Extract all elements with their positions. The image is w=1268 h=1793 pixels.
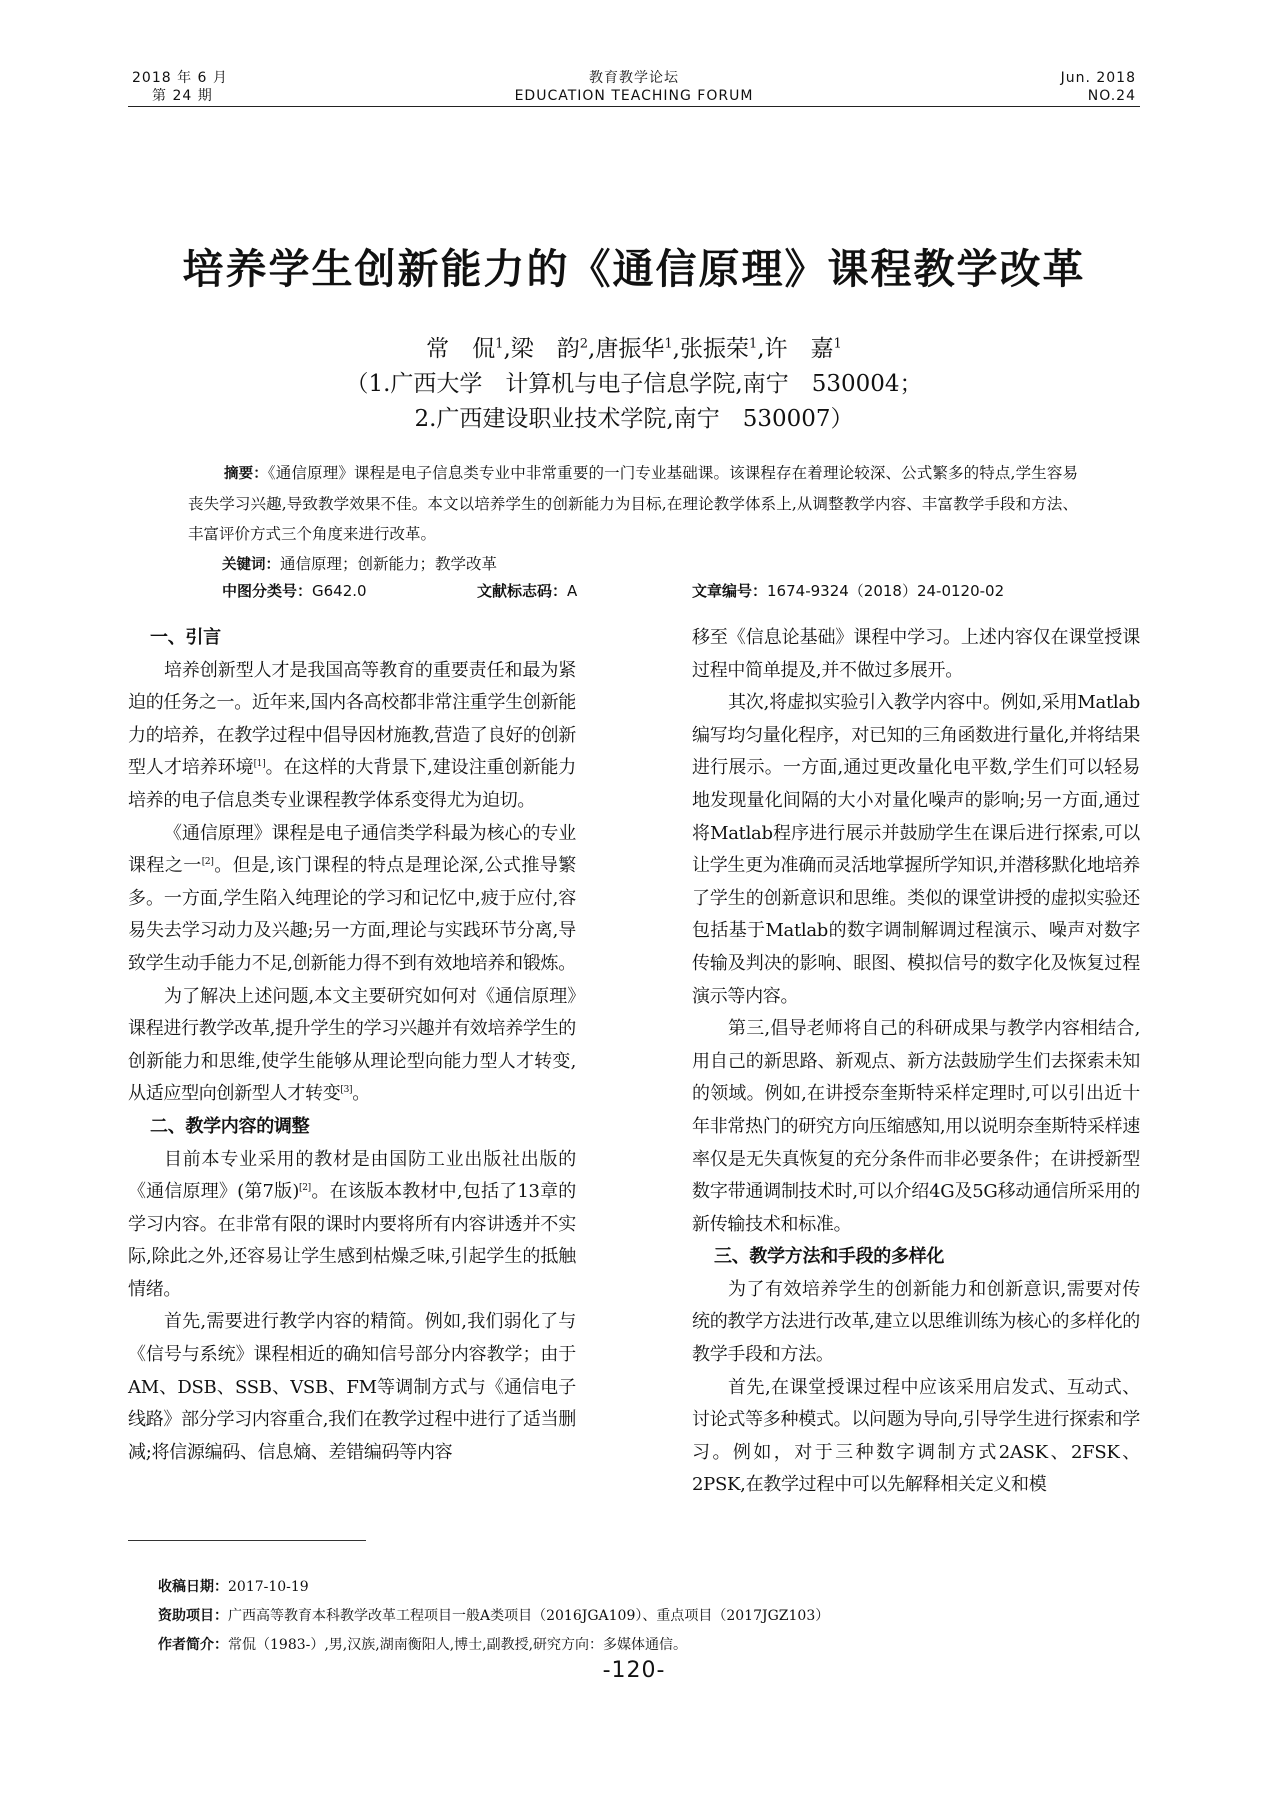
- author-name: 梁 韵: [510, 336, 580, 362]
- citation-mark: [3]: [340, 1085, 353, 1096]
- paper-title: 培养学生创新能力的《通信原理》课程教学改革: [182, 245, 1086, 293]
- paragraph: 首先,在课堂授课过程中应该采用启发式、互动式、讨论式等多种模式。以问题为导向,引导学生进行探索和学习。例如，对于三种数字调制方式2ASK、2FSK、2PSK,在教学过程中可以先解释相关定义和模: [692, 1376, 1140, 1496]
- author-name: 唐振华: [595, 336, 665, 362]
- section-heading-methods: 三、教学方法和手段的多样化: [714, 1246, 945, 1268]
- clc-label: 中图分类号：: [222, 582, 313, 600]
- journal-name-cn: 教育教学论坛: [589, 70, 679, 86]
- paragraph-text: 培养创新型人才是我国高等教育的重要责任和最为紧迫的任务之一。近年来,国内各高校都非常注重学生创新能力的培养，在教学过程中倡导因材施教,营造了良好的创新型人才培养环境: [128, 659, 576, 779]
- paragraph-text: 为了解决上述问题,本文主要研究如何对《通信原理》课程进行教学改革,提升学生的学习兴趣并有效培养学生的创新能力和思维,使学生能够从理论型向能力型人才转变,从适应型向创新型人才转变: [128, 985, 576, 1105]
- author-affiliation-mark: 1: [495, 336, 504, 352]
- author-affiliation-mark: 1: [664, 336, 673, 352]
- paragraph-text: 《通信原理》课程是电子通信类学科最为核心的专业课程之一: [128, 822, 576, 877]
- author-name: 常 侃: [426, 336, 496, 362]
- article-no-value: 1674-9324（2018）24-0120-02: [767, 582, 1005, 600]
- bio-label: 作者简介：: [158, 1637, 228, 1653]
- paragraph-text: 。在该版本教材中,包括了13章的学习内容。在非常有限的课时内要将所有内容讲透并不实际,除此之外,还容易让学生感到枯燥乏味,引起学生的抵触情绪。: [128, 1181, 576, 1300]
- author-separator: ,: [588, 336, 596, 362]
- right-column: [692, 622, 1140, 1502]
- abstract-label: 摘要：: [224, 466, 268, 482]
- page-number: -120-: [602, 1658, 666, 1683]
- affiliation-line-2: 2.广西建设职业技术学院,南宁 530007）: [414, 406, 854, 432]
- abstract-text: 《通信原理》课程是电子信息类专业中非常重要的一门专业基础课。该课程存在着理论较深、公式繁多的特点,学生容易丧失学习兴趣,导致教学效果不佳。本文以培养学生的创新能力为目标,在理论教学体系上,从调整教学内容、丰富教学手段和方法、丰富评价方式三个角度来进行改革。: [188, 464, 1079, 543]
- paragraph: [128, 818, 576, 981]
- journal-name-en: EDUCATION TEACHING FORUM: [514, 88, 754, 104]
- author-list: [0, 333, 1268, 365]
- paragraph: [128, 1144, 576, 1307]
- paragraph: 第三,倡导老师将自己的科研成果与教学内容相结合,用自己的新思路、新观点、新方法鼓励学生们去探索未知的领域。例如,在讲授奈奎斯特采样定理时,可以引出近十年非常热门的研究方向压缩感知,用以说明奈奎斯特采样速率仅是无失真恢复的充分条件而非必要条件；在讲授新型数字带通调制技术时,可以介绍4G及5G移动通信所采用的新传输技术和标准。: [692, 1018, 1140, 1235]
- header-issue-en: NO.24: [1087, 88, 1136, 104]
- received-date: 2017-10-19: [228, 1579, 309, 1595]
- doc-code-value: A: [567, 582, 578, 600]
- footnotes: [158, 1573, 1138, 1660]
- fund-text: 广西高等教育本科教学改革工程项目一般A类项目（2016JGA109）、重点项目（2017JGZ103）: [228, 1608, 830, 1624]
- article-no-label: 文章编号：: [692, 582, 768, 600]
- paragraph-text: 目前本专业采用的教材是由国防工业出版社出版的《通信原理》(第7版): [128, 1148, 576, 1203]
- paragraph: [128, 655, 576, 818]
- section-heading-intro: 一、引言: [150, 627, 221, 648]
- footnote-rule: [128, 1540, 366, 1541]
- paragraph-text: 。在这样的大背景下,建设注重创新能力培养的电子信息类专业课程教学体系变得尤为迫切。: [128, 757, 576, 811]
- citation-mark: [1]: [253, 759, 266, 770]
- left-column: [128, 622, 576, 1469]
- paragraph-text: 。但是,该门课程的特点是理论深,公式推导繁多。一方面,学生陷入纯理论的学习和记忆中,疲于应付,容易失去学习动力及兴趣;另一方面,理论与实践环节分离,导致学生动手能力不足,创新能力得不到有效地培养和锻炼。: [128, 855, 576, 974]
- header-date-en: Jun. 2018: [1060, 70, 1136, 86]
- author-separator: ,: [757, 336, 765, 362]
- citation-mark: [2]: [299, 1183, 311, 1194]
- paragraph: 为了有效培养学生的创新能力和创新意识,需要对传统的教学方法进行改革,建立以思维训练为核心的多样化的教学手段和方法。: [692, 1278, 1140, 1366]
- paragraph-text: 。: [352, 1083, 370, 1105]
- header-rule: [128, 106, 1140, 107]
- citation-mark: [2]: [201, 857, 214, 868]
- author-name: 许 嘉: [764, 336, 834, 362]
- author-affiliation-mark: 1: [833, 336, 842, 352]
- affiliation-line-1: （1.广西大学 计算机与电子信息学院,南宁 530004；: [345, 371, 923, 397]
- paragraph: 移至《信息论基础》课程中学习。上述内容仅在课堂授课过程中简单提及,并不做过多展开。: [692, 627, 1140, 681]
- header-issue: 第 24 期: [152, 88, 213, 104]
- clc-value: G642.0: [312, 582, 367, 600]
- keywords-label: 关键词：: [222, 557, 280, 573]
- author-separator: ,: [503, 336, 511, 362]
- fund-label: 资助项目：: [158, 1608, 228, 1624]
- paragraph: 首先,需要进行教学内容的精简。例如,我们弱化了与《信号与系统》课程相近的确知信号部分内容教学；由于AM、DSB、SSB、VSB、FM等调制方式与《通信电子线路》部分学习内容重合,我们在教学过程中进行了适当删减;将信源编码、信息熵、差错编码等内容: [128, 1311, 576, 1463]
- received-label: 收稿日期：: [158, 1579, 228, 1595]
- paragraph: [128, 981, 576, 1111]
- author-affiliation-mark: 1: [748, 336, 758, 352]
- keywords-text: 通信原理；创新能力；教学改革: [280, 555, 498, 573]
- bio-text: 常侃（1983-）,男,汉族,湖南衡阳人,博士,副教授,研究方向：多媒体通信。: [228, 1637, 688, 1653]
- paragraph: 其次,将虚拟实验引入教学内容中。例如,采用Matlab编写均匀量化程序，对已知的三角函数进行量化,并将结果进行展示。一方面,通过更改量化电平数,学生们可以轻易地发现量化间隔的大小对量化噪声的影响;另一方面,通过将Matlab程序进行展示并鼓励学生在课后进行探索,可以让学生更为准确而灵活地掌握所学知识,并潜移默化地培养了学生的创新意识和思维。类似的课堂讲授的虚拟实验还包括基于Matlab的数字调制解调过程演示、噪声对数字传输及判决的影响、眼图、模拟信号的数字化及恢复过程演示等内容。: [692, 692, 1140, 1007]
- abstract-block: [188, 458, 1078, 580]
- header-date: 2018 年 6 月: [132, 70, 228, 86]
- author-affiliation-mark: 2: [579, 336, 589, 352]
- section-heading-content: 二、教学内容的调整: [150, 1115, 310, 1137]
- author-name: 张振荣: [679, 336, 749, 362]
- doc-code-label: 文献标志码：: [477, 582, 568, 600]
- author-separator: ,: [672, 336, 680, 362]
